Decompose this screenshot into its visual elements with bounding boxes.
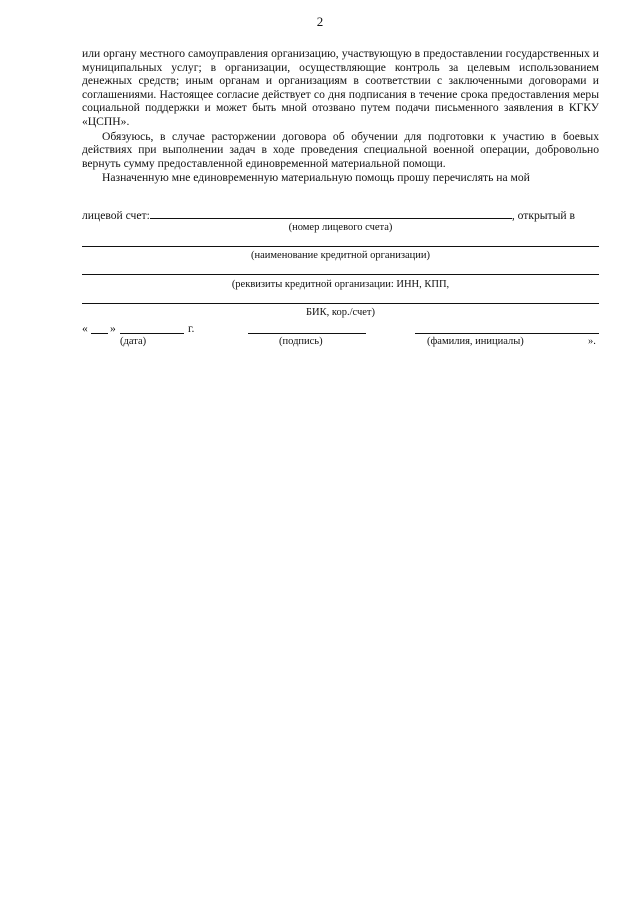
account-number-field[interactable]: [150, 208, 512, 219]
paragraph-consent-end: или органу местного самоуправления организацию, участвующую в предоставлении государственных и муниципальных услуг; в организации, осуществляющие контроль за целевым использованием денежных средств; иным органам и организациям в соответствии с заключенными договорами и соглашениями. Настоящее согласие действует со дня подписания в течение срока предоставления меры социальной поддержки и может быть мной отозвано путем подачи письменного заявления в КГКУ «ЦСПН».: [82, 47, 599, 128]
signature-caption: (подпись): [279, 336, 323, 347]
paragraph-obligation: Обязуюсь, в случае расторжении договора об обучении для подготовки к участию в боевых действиях при выполнении задач в ходе проведения специальной военной операции, добровольно вернуть сумму предоставленной единовременной материальной помощи.: [82, 129, 599, 170]
year-suffix: г.: [188, 322, 195, 335]
closing-mark: ».: [588, 336, 596, 347]
name-field[interactable]: [415, 333, 599, 334]
account-number-caption: (номер лицевого счета): [288, 222, 393, 233]
bik-caption: БИК, кор./счет): [306, 307, 375, 318]
date-open-quote: «: [82, 322, 88, 335]
signature-row: [82, 322, 599, 336]
document-body: [82, 47, 599, 185]
bank-name-field[interactable]: [82, 246, 599, 247]
signature-field[interactable]: [248, 333, 366, 334]
month-field[interactable]: [120, 333, 184, 334]
account-suffix: , открытый в: [511, 209, 575, 222]
day-field[interactable]: [91, 333, 108, 334]
date-close-quote: »: [110, 322, 116, 335]
bank-details-caption: (реквизиты кредитной организации: ИНН, КПП,: [231, 279, 450, 290]
paragraph-transfer-request: Назначенную мне единовременную материальную помощь прошу перечислять на мой: [102, 171, 530, 185]
name-caption: (фамилия, инициалы): [427, 336, 524, 347]
date-caption: (дата): [120, 336, 147, 347]
bik-field[interactable]: [82, 303, 599, 304]
page-number: 2: [316, 14, 324, 29]
bank-name-caption: (наименование кредитной организации): [251, 250, 430, 261]
bank-details-field[interactable]: [82, 274, 599, 275]
account-prefix: лицевой счет:: [82, 209, 150, 222]
account-number-line: [82, 208, 599, 223]
